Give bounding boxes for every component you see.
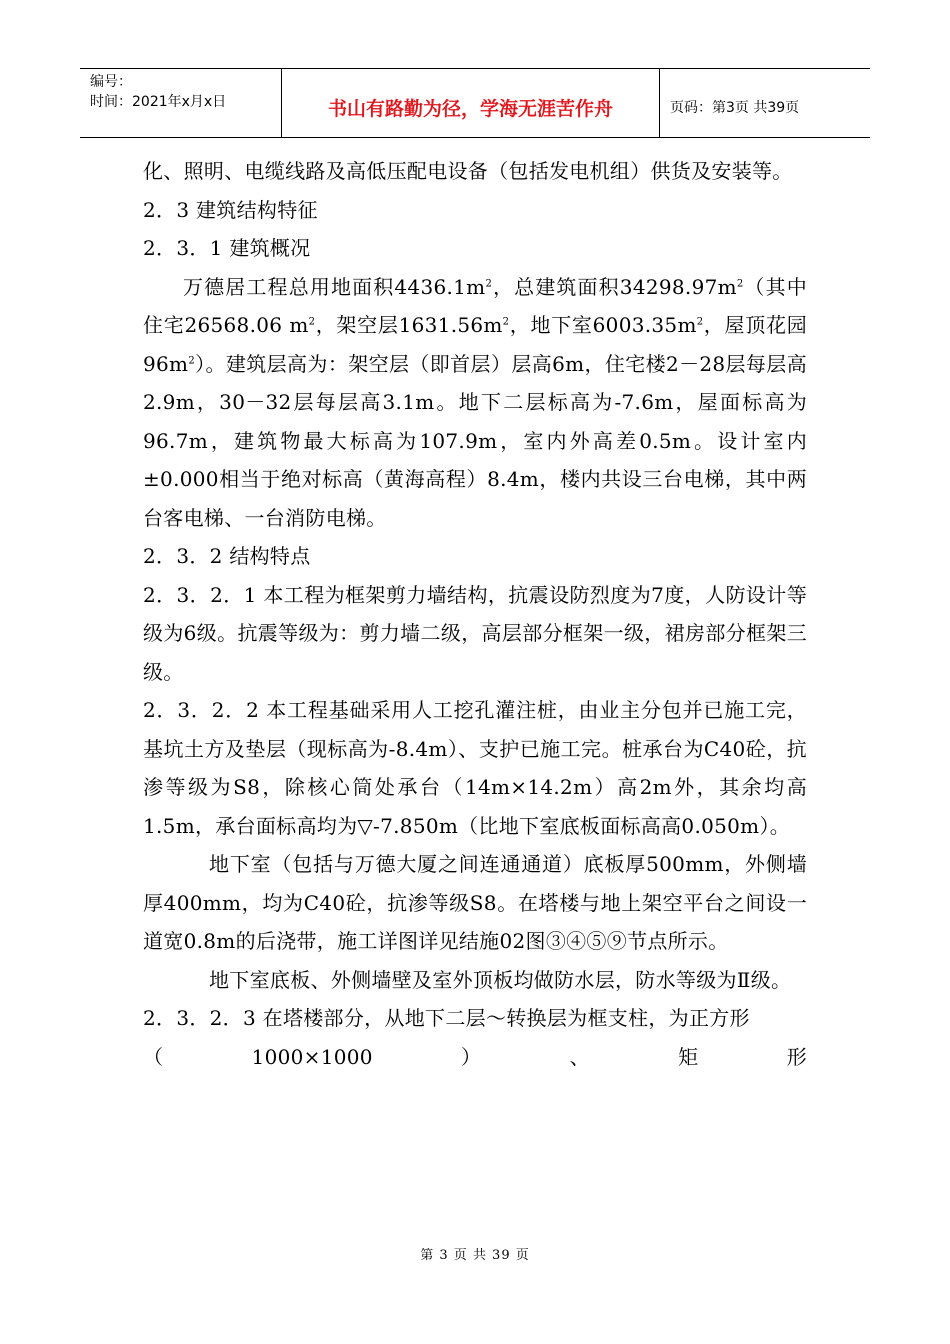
superscript: 2 xyxy=(502,316,510,328)
paragraph-spread-line xyxy=(143,1038,807,1077)
header-meta xyxy=(80,69,282,137)
text-span: ）。建筑层高为：架空层（即首层）层高6m，住宅楼2－28层每层高2.9m，30－32层每层高3.1m。地下二层标高为-7.6m，屋面标高为96.7m，建筑物最大标高为107.9m，室内外高差0.5m。设计室内±0.000相当于绝对标高（黄海高程）8.4m，楼内共设三台电梯，其中两台客电梯、一台消防电梯。 xyxy=(143,351,807,530)
text-span: ，架空层1631.56m xyxy=(315,313,503,337)
section-heading-2-3-2: 2．3．2 结构特点 xyxy=(143,544,311,568)
text-span: （其中住宅26568.06 m xyxy=(143,274,807,337)
text-span: 1000×1000 xyxy=(251,1044,373,1069)
superscript: 2 xyxy=(188,354,195,366)
page-header xyxy=(80,68,870,138)
superscript: 2 xyxy=(696,316,704,328)
section-heading-2-3-1: 2．3．1 建筑概况 xyxy=(143,236,311,260)
paragraph-2-3-2-2: 2．3．2．2 本工程基础采用人工挖孔灌注桩，由业主分包并已施工完，基坑土方及垫层（现标高为-8.4m）、支护已施工完。桩承台为C40砼，抗渗等级为S8，除核心筒处承台（14m×14.2m）高2m外，其余均高1.5m，承台面标高均为▽-7.850m（比地下室底板面标高高0.050m）。 xyxy=(143,698,807,838)
text-span: 万德居工程总用地面积4436.1m xyxy=(183,274,486,299)
document-body xyxy=(143,152,807,1076)
document-date: 时间：2021年x月x日 xyxy=(90,94,227,110)
text-span: ） xyxy=(461,1044,482,1069)
header-motto: 书山有路勤为径，学海无涯苦作舟 xyxy=(327,97,613,120)
document-number-label: 编号： xyxy=(90,74,132,90)
superscript: 2 xyxy=(308,316,316,328)
superscript: 2 xyxy=(485,277,493,289)
text-span: （ xyxy=(143,1044,164,1069)
paragraph-building-overview xyxy=(143,268,807,538)
text-span: ，地下室6003.35m xyxy=(509,313,697,337)
superscript: 2 xyxy=(736,277,744,289)
text-span: 矩 xyxy=(678,1044,699,1069)
text-span: 形 xyxy=(786,1044,807,1069)
text-span: ，屋顶花园96m xyxy=(143,313,807,376)
section-heading-2-3: 2．3 建筑结构特征 xyxy=(143,197,318,222)
paragraph-2-3-2-1: 2．3．2．1 本工程为框架剪力墙结构，抗震设防烈度为7度，人防设计等级为6级。抗震等级为：剪力墙二级，高层部分框架一级，裙房部分框架三级。 xyxy=(143,582,807,684)
paragraph-basement: 地下室（包括与万德大厦之间连通通道）底板厚500mm，外侧墙厚400mm，均为C40砼，抗渗等级S8。在塔楼与地上架空平台之间设一道宽0.8m的后浇带，施工详图详见结施02图③④⑤⑨节点所示。 xyxy=(143,852,807,953)
text-span: ，总建筑面积34298.97m xyxy=(492,274,737,299)
page-footer: 第 3 页 共 39 页 xyxy=(420,1248,530,1263)
text-span: 、 xyxy=(569,1044,590,1069)
paragraph-1: 化、照明、电缆线路及高低压配电设备（包括发电机组）供货及安装等。 xyxy=(143,159,793,183)
paragraph-2-3-2-3: 2．3．2．3 在塔楼部分，从地下二层～转换层为框支柱，为正方形 xyxy=(143,1006,750,1030)
paragraph-waterproofing: 地下室底板、外侧墙壁及室外顶板均做防水层，防水等级为Ⅱ级。 xyxy=(209,967,792,992)
header-motto-cell xyxy=(282,69,660,137)
header-page-info: 页码：第3页 共39页 xyxy=(670,100,800,116)
